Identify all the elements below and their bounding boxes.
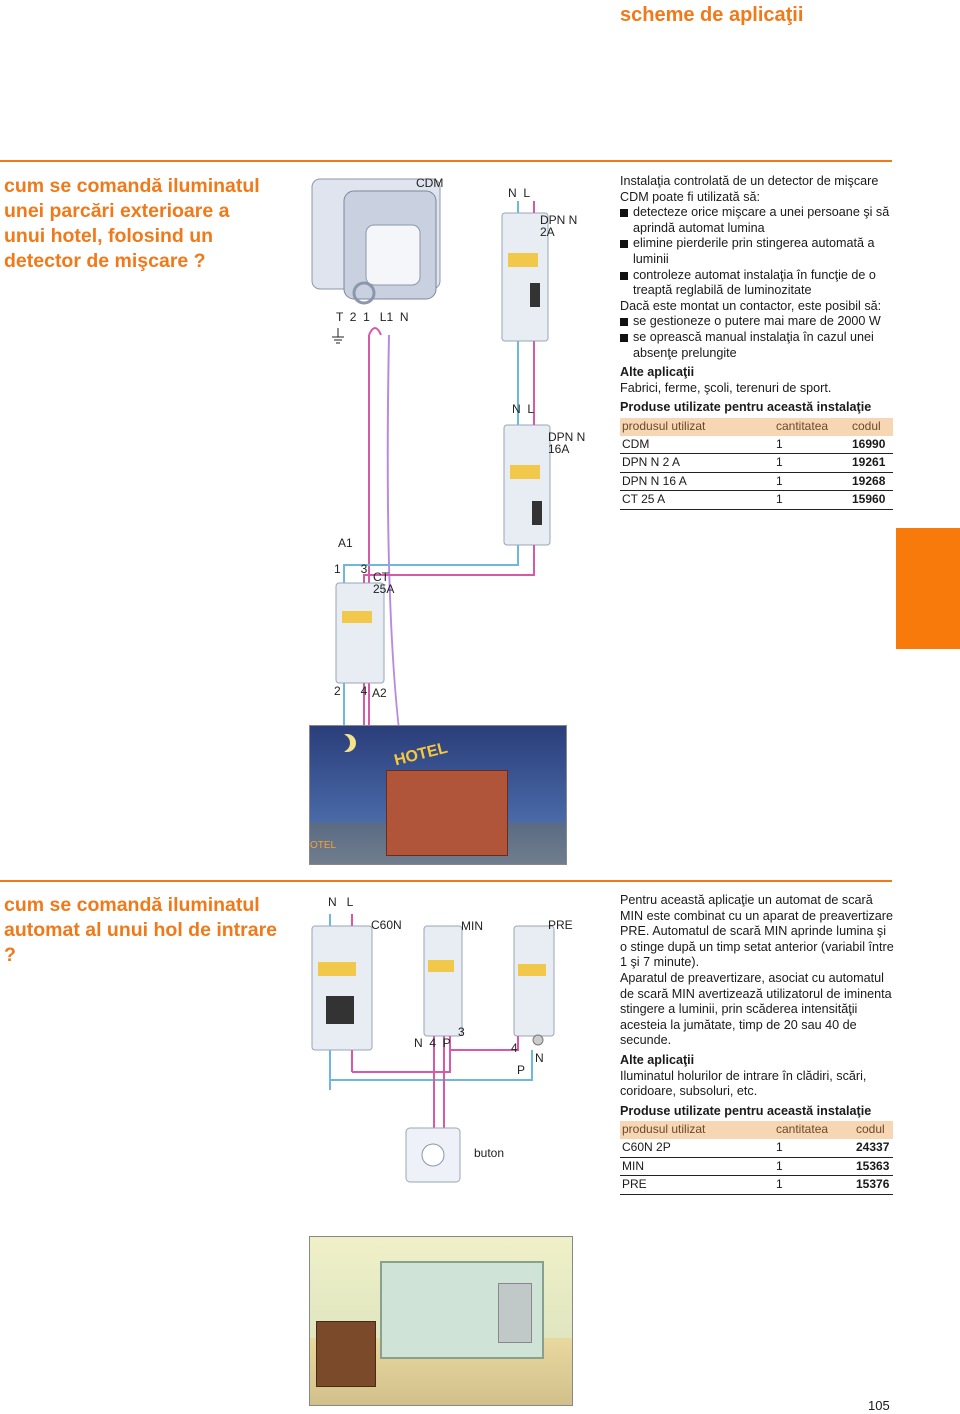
label-nl: N L: [328, 895, 354, 909]
section1-text: [620, 174, 905, 510]
section1-other-text: Fabrici, ferme, şcoli, terenuri de sport.: [620, 380, 832, 395]
label-dpn-2a: DPN N 2A: [540, 213, 578, 239]
page-number: 105: [868, 1398, 890, 1413]
label-dpn-16a: DPN N 16A: [548, 430, 586, 456]
table-row: [620, 436, 893, 454]
table-header: cantitatea: [774, 1121, 854, 1139]
section1-products-table: [620, 418, 893, 510]
section1-intro: Instalaţia controlată de un detector de mişcare CDM poate fi utilizată să:: [620, 174, 879, 204]
c60n-breaker-icon: [312, 926, 372, 1050]
section2-paragraph-2: Aparatul de preavertizare, asociat cu automatul de scară MIN avertizează utilizatorul de iminenta stingere a luminii, prin scăderea intensităţii acesteia la jumătate, timp de 20 sau 40 de secunde.: [620, 970, 892, 1048]
label-a1: A1: [338, 536, 353, 550]
label-n4p: N 4 P: [414, 1036, 451, 1050]
table-row: [620, 1176, 893, 1195]
table-header-row: [620, 418, 893, 436]
table-cell: DPN N 16 A: [620, 472, 774, 491]
table-cell: 19261: [850, 454, 893, 473]
label-buton: buton: [474, 1146, 505, 1160]
label-ct-25a: CT 25A: [373, 570, 395, 596]
table-header: cantitatea: [774, 418, 850, 436]
table-cell: 1: [774, 1139, 854, 1157]
label-four: 4: [511, 1041, 518, 1055]
label-nl-bottom: N L: [512, 402, 535, 416]
table-cell: 16990: [850, 436, 893, 454]
divider-middle: [0, 880, 892, 882]
section1-bullet-3: controleze automat instalaţia în funcţie de o treaptă reglabilă de luminozitate: [620, 268, 905, 299]
pre-prewarning-icon: [514, 926, 554, 1045]
elevator-door: [498, 1283, 532, 1343]
table-cell: 15376: [854, 1176, 893, 1195]
table-cell: 1: [774, 454, 850, 473]
section1-other-title: Alte aplicaţii: [620, 365, 695, 380]
section1-title: cum se comandă iluminatul unei parcări exterioare a unui hotel, folosind un detector de mişcare ?: [4, 175, 260, 272]
label-a2: A2: [372, 686, 387, 700]
table-header: codul: [854, 1121, 893, 1139]
ct-25a-contactor-icon: [336, 583, 384, 683]
label-nl-top: N L: [508, 186, 531, 200]
label-p: P: [517, 1063, 526, 1077]
section2-other-text: Iluminatul holurilor de intrare în clădiri, scări, coridoare, subsoluri, etc.: [620, 1068, 867, 1099]
table-cell: PRE: [620, 1176, 774, 1195]
label-c60n: C60N: [371, 918, 402, 932]
table-cell: 19268: [850, 472, 893, 491]
label-three: 3: [458, 1025, 465, 1039]
min-timer-icon: [424, 926, 462, 1036]
dpn-16a-breaker-icon: [504, 425, 550, 545]
section2-products-title: Produse utilizate pentru această instalaţie: [620, 1103, 872, 1118]
push-button-icon: [406, 1128, 460, 1182]
table-row: [620, 472, 893, 491]
section2-other-title: Alte aplicaţii: [620, 1052, 695, 1067]
hotel-roof-sign: HOTEL: [392, 739, 450, 770]
section1-bullet-5: se oprească manual instalaţia în cazul unei absenţe prelungite: [620, 330, 905, 361]
label-terminals-24: 2 4: [334, 684, 368, 698]
table-row: [620, 1157, 893, 1176]
cdm-detector-icon: [312, 179, 440, 303]
label-pre: PRE: [548, 918, 573, 932]
table-cell: 1: [774, 491, 850, 510]
section1-bullet-4: se gestioneze o putere mai mare de 2000 W: [620, 314, 905, 330]
table-cell: MIN: [620, 1157, 774, 1176]
table-cell: 15363: [854, 1157, 893, 1176]
section1-mid: Dacă este montat un contactor, este posibil să:: [620, 298, 882, 313]
table-row: [620, 454, 893, 473]
section2-paragraph-1: Pentru această aplicaţie un automat de scară MIN este combinat cu un aparat de preavertizare PRE. Automatul de scară MIN aprinde lumina şi o stinge după un timp setat anterior (variabil între 1 şi 7 minute).: [620, 893, 894, 970]
section1-bullet-1: detecteze orice mişcare a unei persoane şi să aprindă automat lumina: [620, 205, 905, 236]
table-cell: CT 25 A: [620, 491, 774, 510]
label-terminals-13: 1 3: [334, 562, 368, 576]
table-row: [620, 1139, 893, 1157]
table-cell: C60N 2P: [620, 1139, 774, 1157]
table-header-row: [620, 1121, 893, 1139]
label-terminals-cdm: T 2 1 L1 N: [336, 310, 409, 324]
table-cell: 1: [774, 1157, 854, 1176]
label-n: N: [535, 1051, 544, 1065]
table-cell: CDM: [620, 436, 774, 454]
divider-top: [0, 160, 892, 162]
table-cell: DPN N 2 A: [620, 454, 774, 473]
section1-bullet-2: elimine pierderile prin stingerea automată a luminii: [620, 236, 905, 267]
table-header: codul: [850, 418, 893, 436]
page-header-title: scheme de aplicaţii: [620, 4, 804, 26]
hotel-night-illustration: [309, 725, 567, 865]
table-row: [620, 491, 893, 510]
table-header: produsul utilizat: [620, 1121, 774, 1139]
label-min: MIN: [461, 919, 483, 933]
side-tab: [896, 528, 960, 649]
mailboxes: [316, 1321, 376, 1387]
table-cell: 24337: [854, 1139, 893, 1157]
section2-text: [620, 893, 896, 1195]
hotel-building: [386, 770, 508, 856]
lobby-illustration: [309, 1236, 573, 1406]
section1-products-title: Produse utilizate pentru această instalaţie: [620, 400, 872, 415]
table-header: produsul utilizat: [620, 418, 774, 436]
table-cell: 1: [774, 472, 850, 491]
label-cdm: CDM: [416, 176, 444, 190]
table-cell: 1: [774, 1176, 854, 1195]
moon-icon: [332, 734, 350, 752]
hotel-ground-sign: OTEL: [310, 840, 337, 851]
section2-diagram: [300, 900, 600, 1200]
section2-products-table: [620, 1121, 893, 1194]
section2-title: cum se comandă iluminatul automat al unui hol de intrare ?: [4, 894, 278, 966]
table-cell: 15960: [850, 491, 893, 510]
table-cell: 1: [774, 436, 850, 454]
